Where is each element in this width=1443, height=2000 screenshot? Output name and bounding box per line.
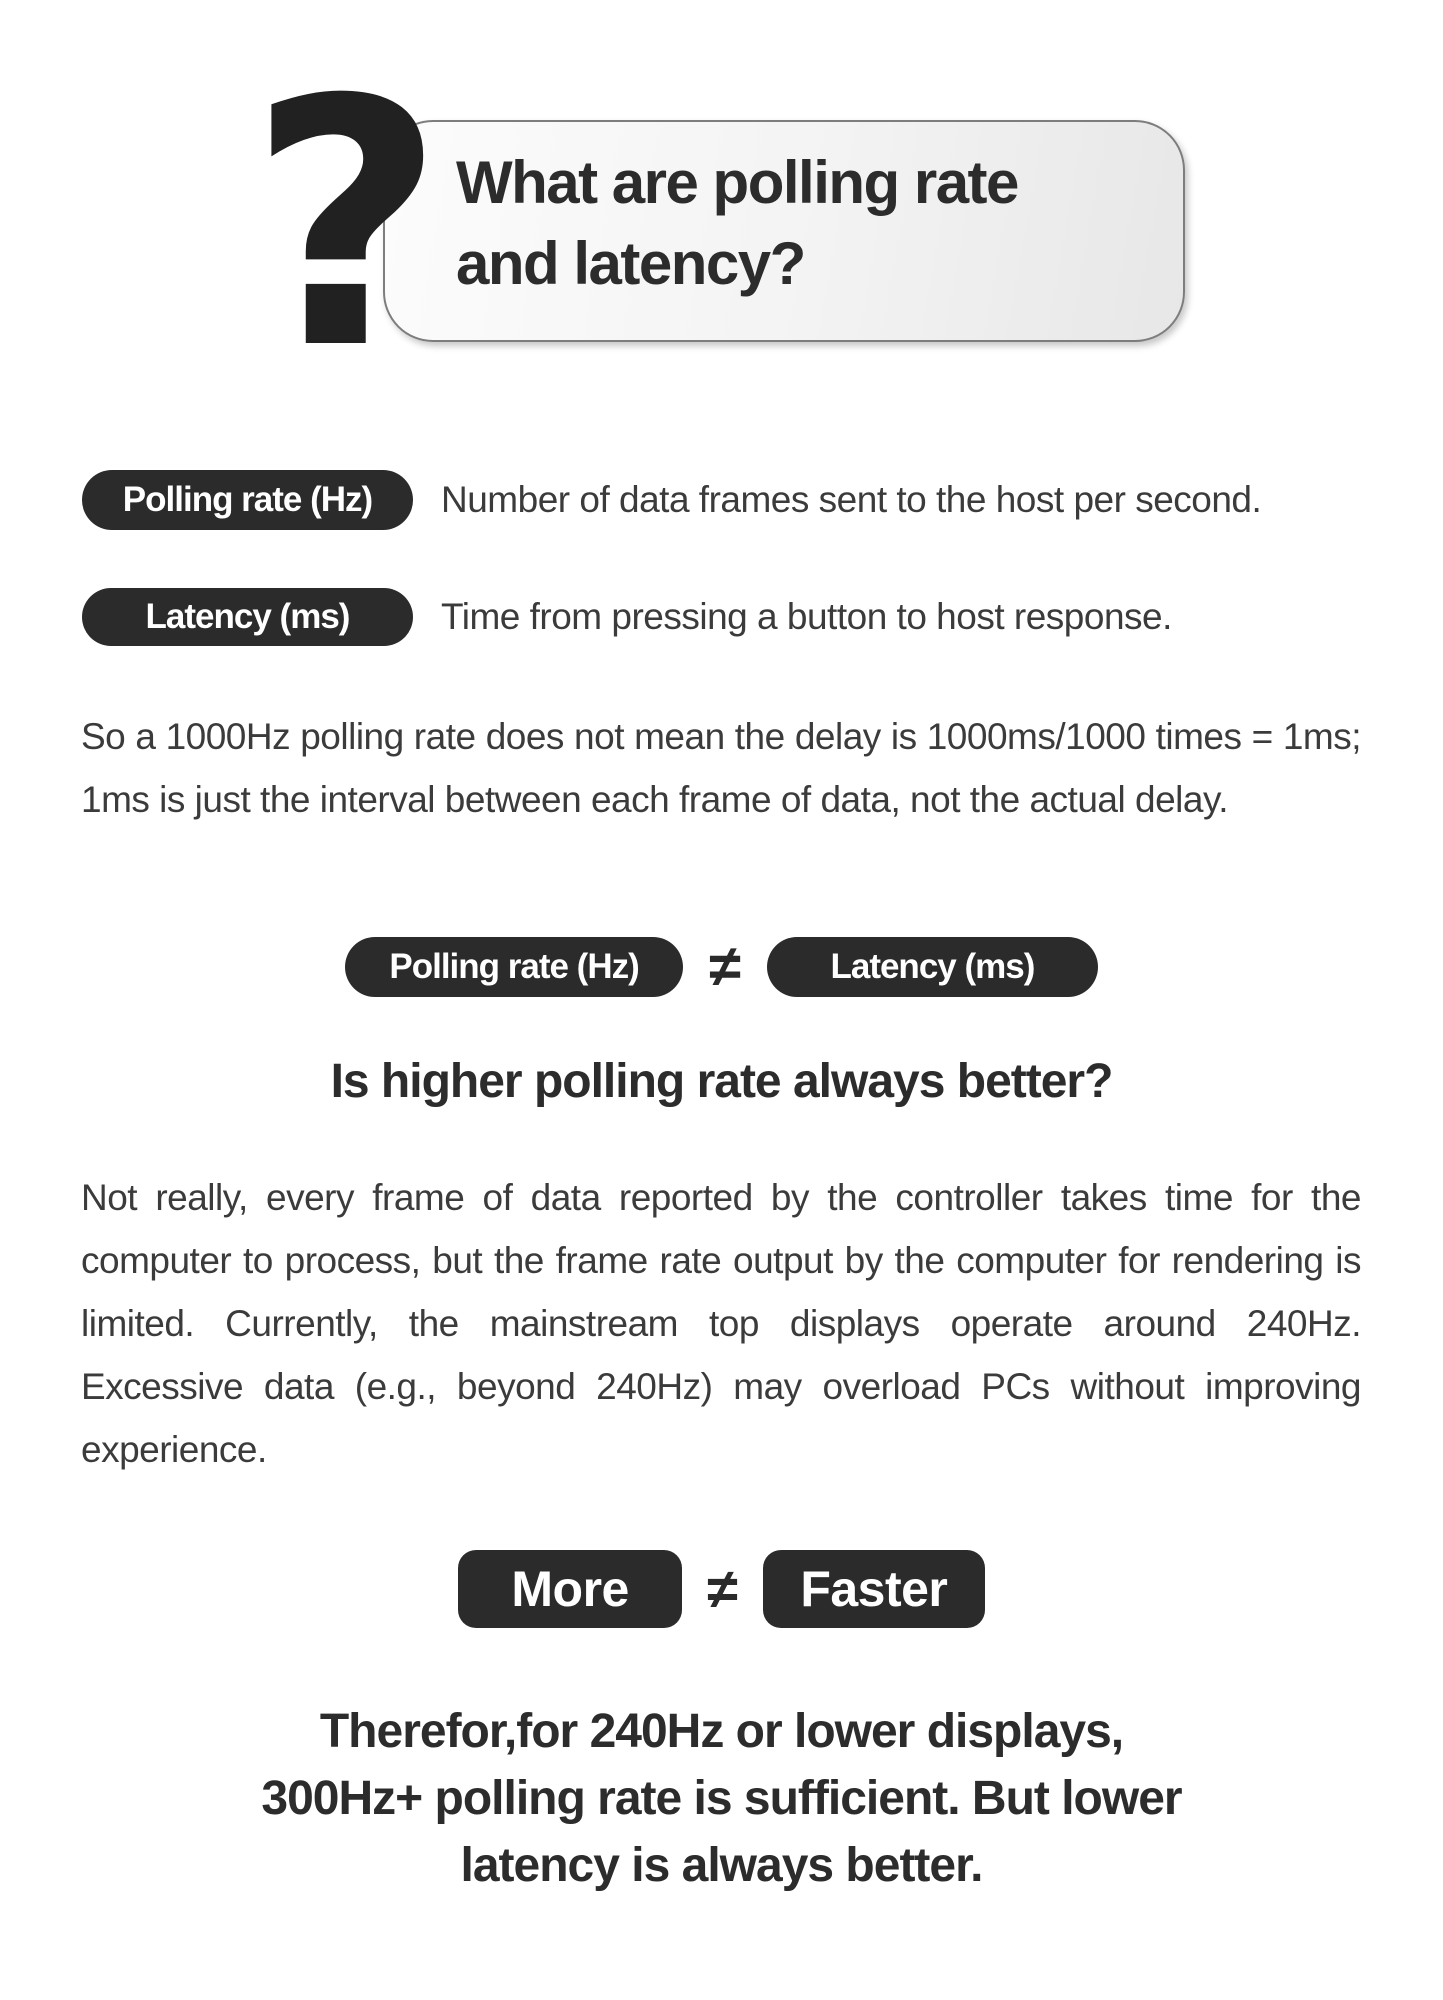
page-title <box>456 142 1183 304</box>
question-mark-icon: ? <box>248 28 446 424</box>
polling-rate-description: Number of data frames sent to the host per second. <box>441 479 1262 520</box>
conclusion-text <box>0 1698 1443 1899</box>
polling-rate-badge: Polling rate (Hz) <box>82 470 413 530</box>
not-equal-icon: ≠ <box>709 934 741 999</box>
latency-description: Time from pressing a button to host response. <box>441 596 1172 637</box>
faster-box: Faster <box>763 1550 985 1628</box>
polling-rate-pill: Polling rate (Hz) <box>345 937 683 997</box>
subheading-question: Is higher polling rate always better? <box>330 1055 1113 1108</box>
title-bubble <box>383 120 1185 342</box>
page-title-line-2: and latency? <box>456 230 805 297</box>
definition-row-latency <box>82 588 1172 646</box>
paragraph-polling-rate-explanation: So a 1000Hz polling rate does not mean the delay is 1000ms/1000 times = 1ms; 1ms is just the interval between each frame of data, not the actual delay. <box>81 716 1361 820</box>
inequality-polling-vs-latency <box>0 934 1443 999</box>
latency-pill: Latency (ms) <box>767 937 1098 997</box>
definition-row-polling-rate <box>82 470 1261 530</box>
inequality-more-vs-faster <box>0 1550 1443 1628</box>
latency-badge: Latency (ms) <box>82 588 413 646</box>
not-equal-icon-2: ≠ <box>707 1557 738 1620</box>
conclusion-line-2: 300Hz+ polling rate is sufficient. But lower <box>261 1772 1182 1825</box>
conclusion-line-3: latency is always better. <box>460 1839 983 1892</box>
more-box: More <box>458 1550 682 1628</box>
conclusion-line-1: Therefor,for 240Hz or lower displays, <box>319 1705 1124 1758</box>
page-title-line-1: What are polling rate <box>456 149 1018 216</box>
paragraph-higher-polling-rate: Not really, every frame of data reported by the controller takes time for the computer to process, but the frame rate output by the computer for rendering is limited. Currently, the mainstream top displays operate around 240Hz. Excessive data (e.g., beyond 240Hz) may overload PCs without improving experience. <box>81 1177 1361 1470</box>
